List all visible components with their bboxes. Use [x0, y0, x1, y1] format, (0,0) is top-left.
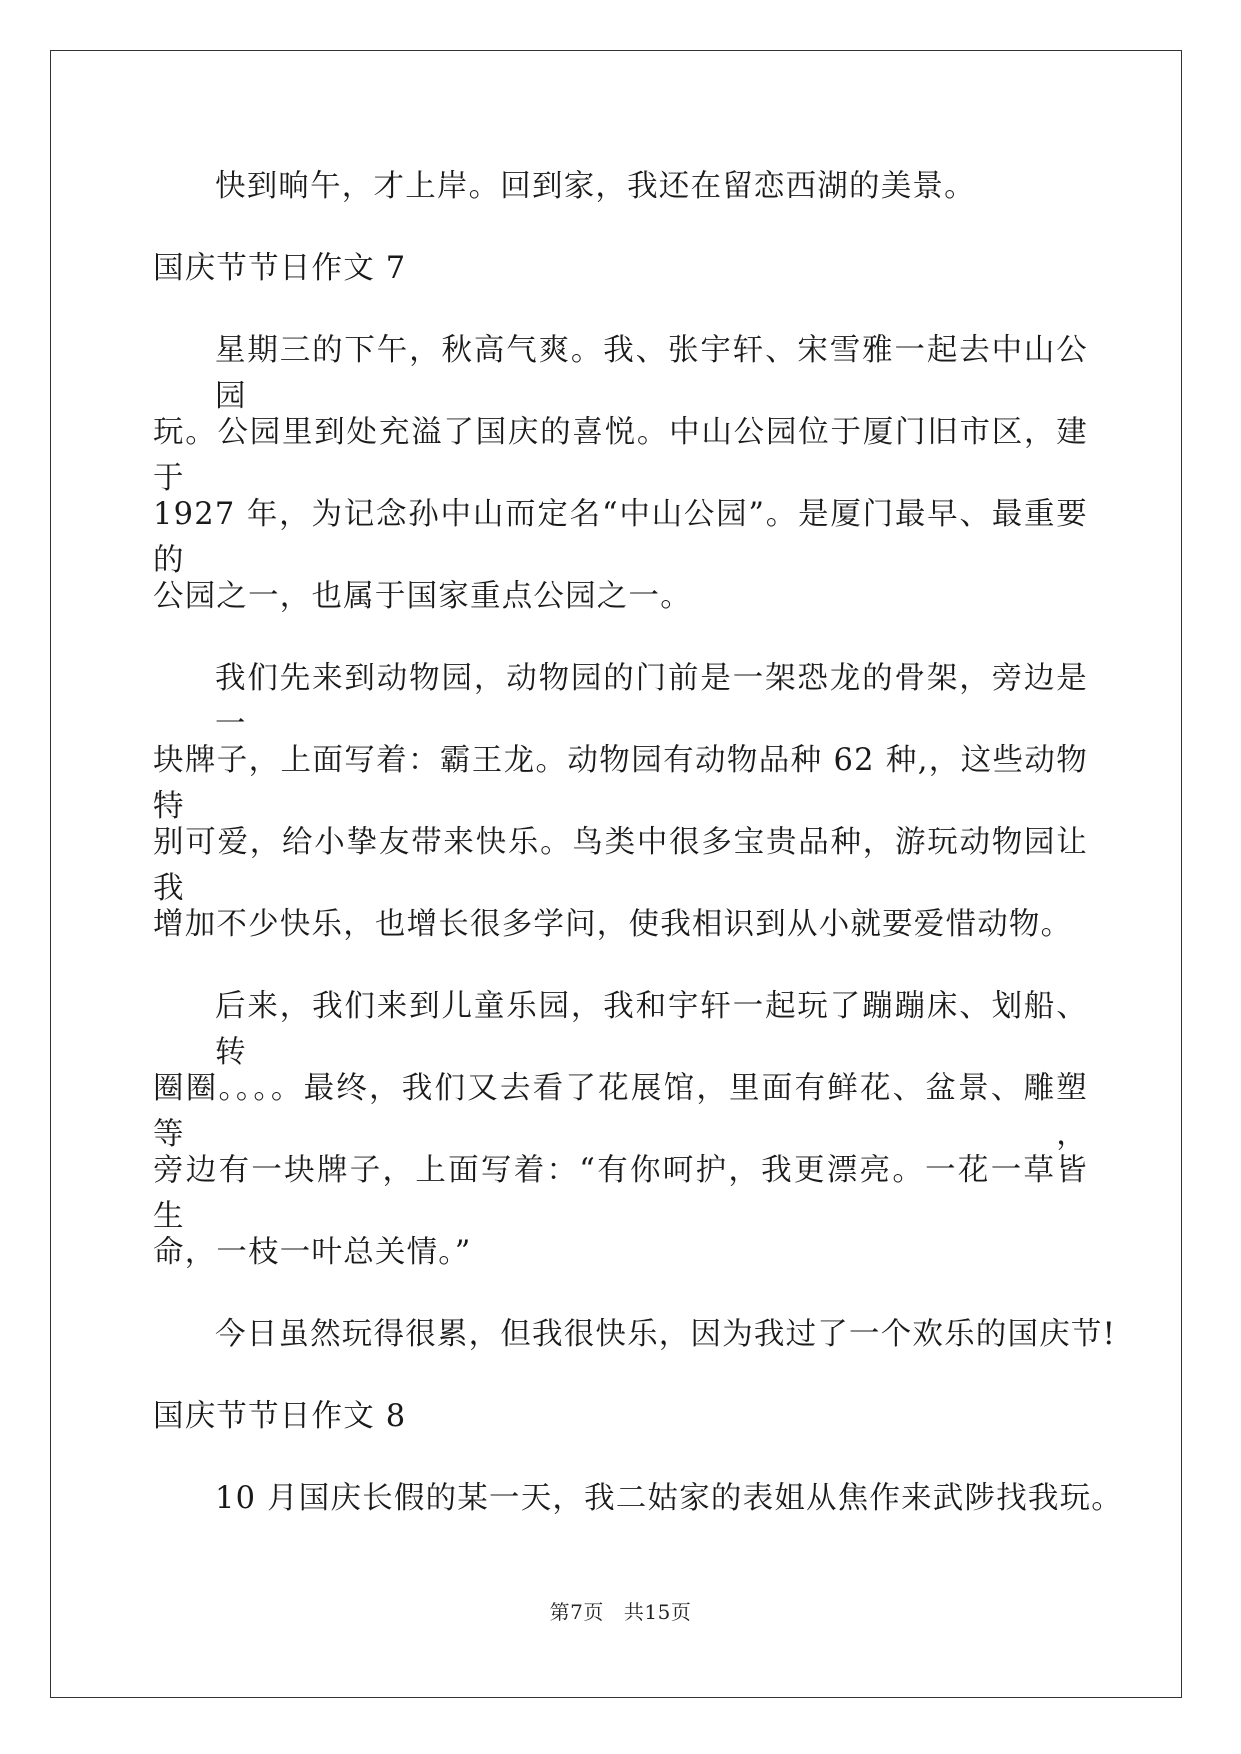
page-number: 第7页 — [549, 1600, 604, 1624]
page-total: 共15页 — [623, 1600, 692, 1624]
paragraph-line: 旁边有一块牌子，上面写着：“有你呵护，我更漂亮。一花一草皆生 — [153, 1153, 1088, 1234]
document-body — [153, 164, 1124, 1558]
page-footer — [0, 1596, 1241, 1625]
section-heading: 国庆节节日作文 7 — [153, 251, 407, 286]
paragraph-line: 星期三的下午，秋高气爽。我、张宇轩、宋雪雅一起去中山公园 — [215, 333, 1088, 414]
paragraph-line: 玩。公园里到处充溢了国庆的喜悦。中山公园位于厦门旧市区，建于 — [153, 415, 1088, 496]
paragraph-line: 后来，我们来到儿童乐园，我和宇轩一起玩了蹦蹦床、划船、转 — [215, 989, 1088, 1070]
section-heading: 国庆节节日作文 8 — [153, 1399, 407, 1434]
paragraph-line: 块牌子，上面写着：霸王龙。动物园有动物品种 62 种,，这些动物特 — [153, 743, 1088, 824]
paragraph-line: 别可爱，给小挚友带来快乐。鸟类中很多宝贵品种，游玩动物园让我 — [153, 825, 1088, 906]
paragraph-line: 我们先来到动物园，动物园的门前是一架恐龙的骨架，旁边是一 — [215, 661, 1088, 742]
paragraph-line: 命，一枝一叶总关情。” — [153, 1235, 472, 1270]
paragraph-line: 10 月国庆长假的某一天，我二姑家的表姐从焦作来武陟找我玩。 — [215, 1481, 1124, 1516]
paragraph-line: 公园之一，也属于国家重点公园之一。 — [153, 579, 692, 614]
paragraph-line: 快到晌午，才上岸。回到家，我还在留恋西湖的美景。 — [215, 169, 976, 204]
paragraph-line: 今日虽然玩得很累，但我很快乐，因为我过了一个欢乐的国庆节! — [215, 1317, 1117, 1352]
paragraph-line: 1927 年，为记念孙中山而定名“中山公园”。是厦门最早、最重要的 — [153, 497, 1088, 578]
paragraph-line: 圈圈。。。。最终，我们又去看了花展馆，里面有鲜花、盆景、雕塑等， — [153, 1071, 1088, 1152]
paragraph-line: 增加不少快乐，也增长很多学问，使我相识到从小就要爱惜动物。 — [153, 907, 1073, 942]
